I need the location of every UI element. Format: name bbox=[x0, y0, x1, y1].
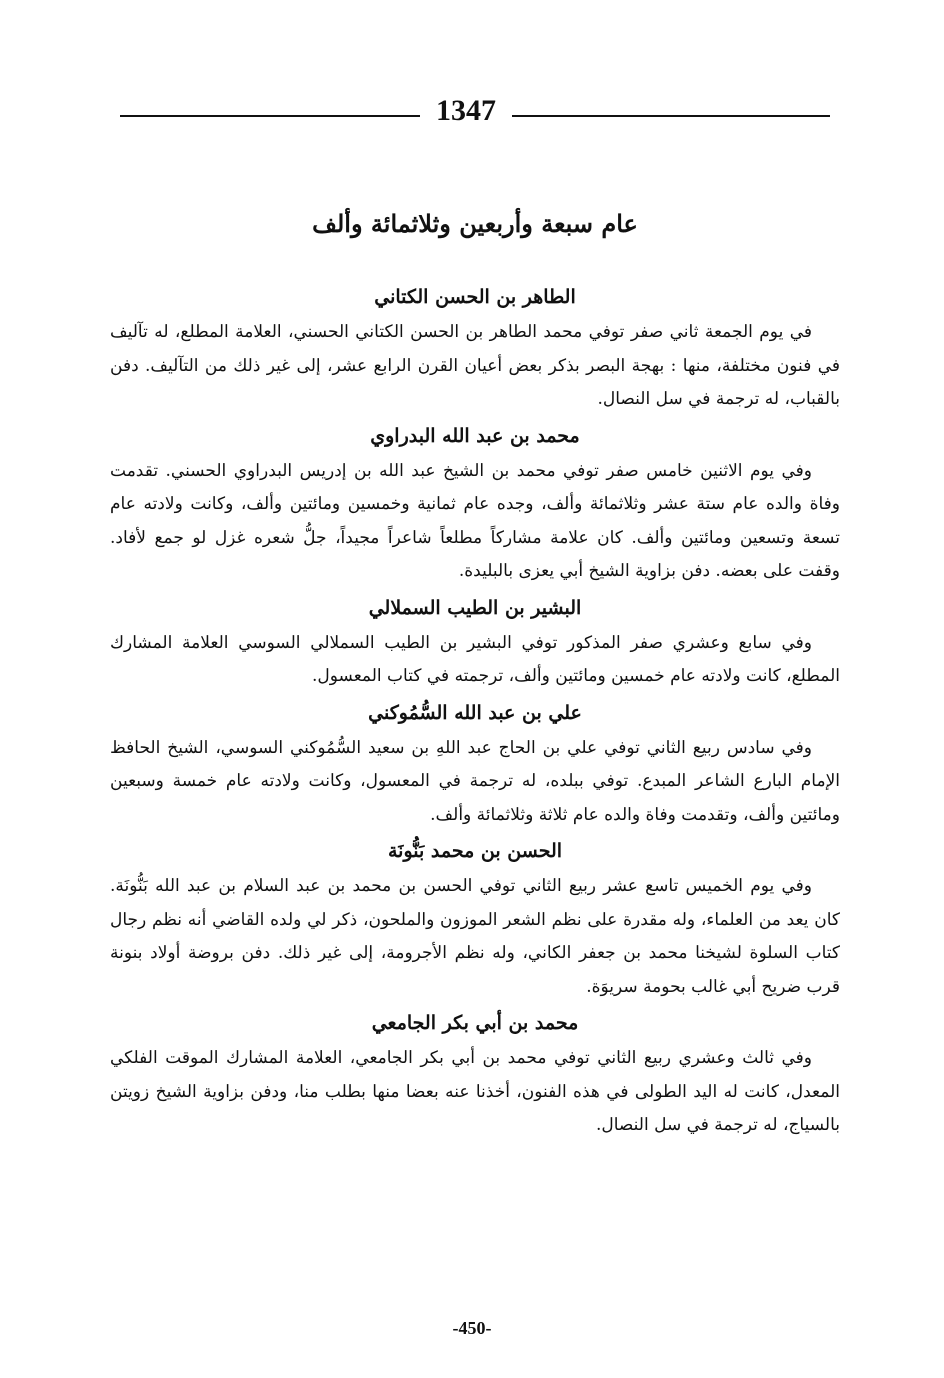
entry-name: الحسن بن محمد بَنُّونَة bbox=[387, 840, 563, 862]
year-header bbox=[120, 86, 830, 136]
entry-text: وفي سابع وعشري صفر المذكور توفي البشير بن الطيب السملالي السوسي العلامة المشارك المطلع، كانت ولادته عام خمسين ومائتين وألف، ترجمته في كتاب المعسول. bbox=[110, 632, 840, 686]
entry-name: الطاهر بن الحسن الكتاني bbox=[374, 286, 576, 308]
entry bbox=[110, 589, 840, 694]
entry bbox=[110, 1004, 840, 1143]
header-rule-left bbox=[120, 115, 420, 117]
entry bbox=[110, 832, 840, 1004]
entry bbox=[110, 417, 840, 589]
entry-name: محمد بن أبي بكر الجامعي bbox=[371, 1012, 579, 1034]
entry-text: في يوم الجمعة ثاني صفر توفي محمد الطاهر بن الحسن الكتاني الحسني، العلامة المطلع، له تآليف في فنون مختلفة، منها : بهجة البصر بذكر بعض أعيان القرن الرابع عشر، إلى غير ذلك من التآليف. دفن بالقباب، له ترجمة في سل النصال. bbox=[110, 322, 840, 409]
entry-text: وفي ثالث وعشري ربيع الثاني توفي محمد بن أبي بكر الجامعي، العلامة المشارك الموقت الفلكي المعدل، كانت له اليد الطولى في هذه الفنون، أخذنا عنه بعضا منها بطلب منا، ودفن بزاوية الشيخ زويتن بالسياج، له ترجمة في سل النصال. bbox=[110, 1048, 840, 1135]
entry bbox=[110, 694, 840, 833]
entry-text: وفي سادس ربيع الثاني توفي علي بن الحاج عبد اللهِ بن سعيد السُّمُوكني السوسي، الشيخ الحافظ الإمام البارع الشاعر المبدع. توفي ببلده، له ترجمة في المعسول، وكانت ولادته عام خمسة وسبعين ومائتين وألف، وتقدمت وفاة والده عام ثلاثة وثلاثمائة وألف. bbox=[110, 737, 840, 825]
entry-name: محمد بن عبد الله البدراوي bbox=[370, 424, 580, 447]
header-rule-right bbox=[512, 115, 830, 117]
entry-text: وفي يوم الخميس تاسع عشر ربيع الثاني توفي الحسن بن محمد بن عبد السلام بن عبد الله بَنُّونَة. كان يعد من العلماء، وله مقدرة على نظم الشعر الموزون والملحون، ذكر لي ولده القاضي أنه نظم رجال كتاب السلوة لشيخنا محمد بن جعفر الكاني، وله نظم الأجرومة، إلى غير ذلك. دفن بروضة أولاد بنونة قرب ضريح أبي غالب بحومة سريوَة. bbox=[110, 876, 840, 997]
entry-text: وفي يوم الاثنين خامس صفر توفي محمد بن الشيخ عبد الله بن إدريس البدراوي الحسني. تقدمت وفاة والده عام ستة عشر وثلاثمائة وألف، وجده عام ثمانية وخمسين ومائتين وألف، وكانت ولادته عام تسعة وتسعين ومائتين وألف. كان علامة مشاركاً مطلعاً شاعراً مجيداً، جلُّ شعره غزل لو جمع لأفاد. وقفت على بعضه. دفن بزاوية الشيخ أبي يعزى بالبليدة. bbox=[110, 460, 840, 581]
entry bbox=[110, 278, 840, 417]
entry-name: البشير بن الطيب السملالي bbox=[368, 596, 582, 619]
section-title: عام سبعة وأربعين وثلاثمائة وألف bbox=[312, 209, 638, 238]
page-number: -450- bbox=[452, 1318, 492, 1338]
year-number: 1347 bbox=[436, 94, 496, 127]
entries-body bbox=[110, 278, 840, 1143]
entry-name: علي بن عبد الله السُّمُوكني bbox=[368, 701, 582, 724]
